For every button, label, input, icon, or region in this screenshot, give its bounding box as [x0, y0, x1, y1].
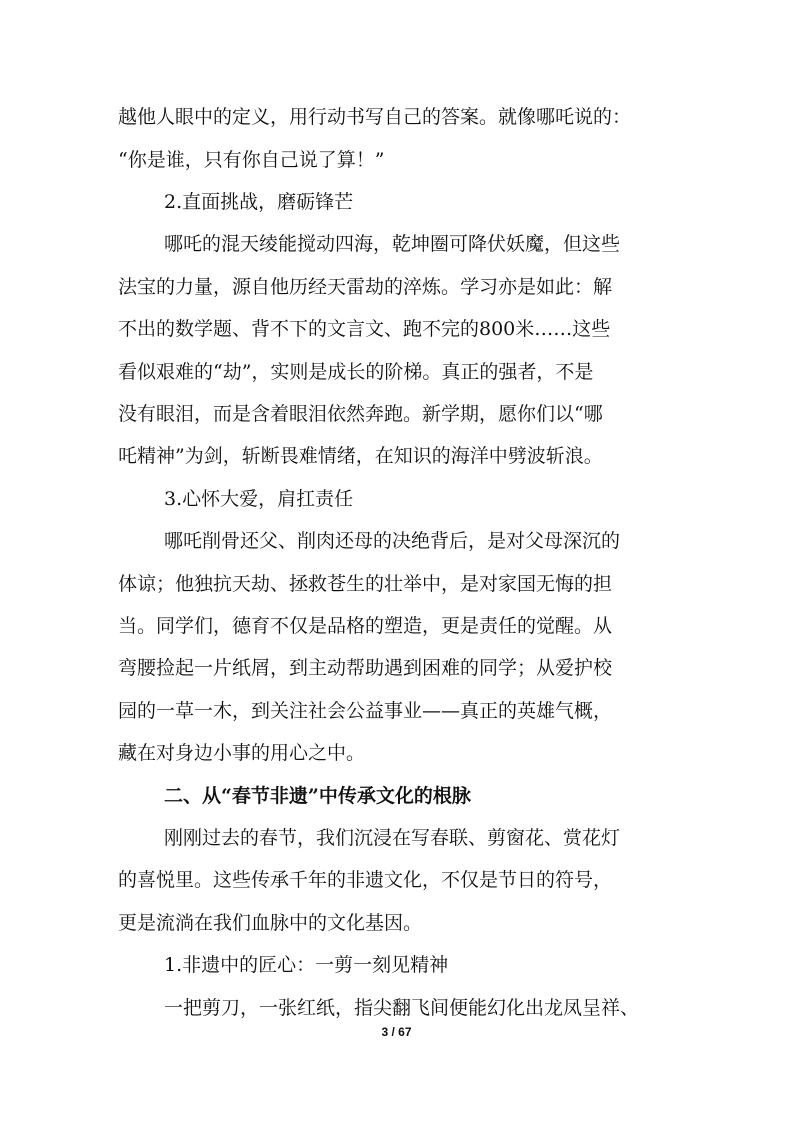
body-text-line: 更是流淌在我们血脉中的文化基因。: [118, 912, 423, 934]
body-text-line: 哪吒削骨还父、削肉还母的决绝背后，是对父母深沉的: [164, 530, 621, 552]
body-text-line: 刚刚过去的春节，我们沉浸在写春联、剪窗花、赏花灯: [164, 827, 621, 849]
body-text-line: 园的一草一木，到关注社会公益事业——真正的英雄气概，: [118, 700, 613, 722]
subheading: 3.心怀大爱，肩扛责任: [164, 488, 354, 510]
body-text-line: 藏在对身边小事的用心之中。: [118, 742, 366, 764]
section-heading: 二、从“春节非遗”中传承文化的根脉: [164, 785, 471, 807]
body-text-line: 吒精神”为剑，斩断畏难情绪，在知识的海洋中劈波斩浪。: [118, 445, 603, 467]
body-text-line: 弯腰捡起一片纸屑，到主动帮助遇到困难的同学；从爱护校: [118, 657, 613, 679]
body-text-line: 的喜悦里。这些传承千年的非遗文化，不仅是节日的符号，: [118, 869, 613, 891]
body-text-line: 不出的数学题、背不下的文言文、跑不完的800米……这些: [118, 318, 611, 340]
body-text-line: 体谅；他独抗天劫、拯救苍生的壮举中，是对家国无悔的担: [118, 573, 613, 595]
body-text-line: 看似艰难的“劫”，实则是成长的阶梯。真正的强者，不是: [118, 361, 594, 383]
body-text-line: “你是谁，只有你自己说了算！”: [118, 149, 385, 171]
page-number: 3 / 67: [381, 1025, 412, 1039]
body-text-line: 没有眼泪，而是含着眼泪依然奔跑。新学期，愿你们以“哪: [118, 403, 603, 425]
body-text-line: 法宝的力量，源自他历经天雷劫的淬炼。学习亦是如此：解: [118, 276, 613, 298]
subheading: 2.直面挑战，磨砺锋芒: [164, 191, 354, 213]
subheading: 1.非遗中的匠心：一剪一刻见精神: [164, 954, 449, 976]
body-text-line: 当。同学们，德育不仅是品格的塑造，更是责任的觉醒。从: [118, 615, 613, 637]
body-text-line: 哪吒的混天绫能搅动四海，乾坤圈可降伏妖魔，但这些: [164, 233, 621, 255]
body-text-line: 越他人眼中的定义，用行动书写自己的答案。就像哪吒说的：: [118, 106, 632, 128]
body-text-line: 一把剪刀，一张红纸，指尖翻飞间便能幻化出龙凤呈祥、: [164, 997, 640, 1019]
